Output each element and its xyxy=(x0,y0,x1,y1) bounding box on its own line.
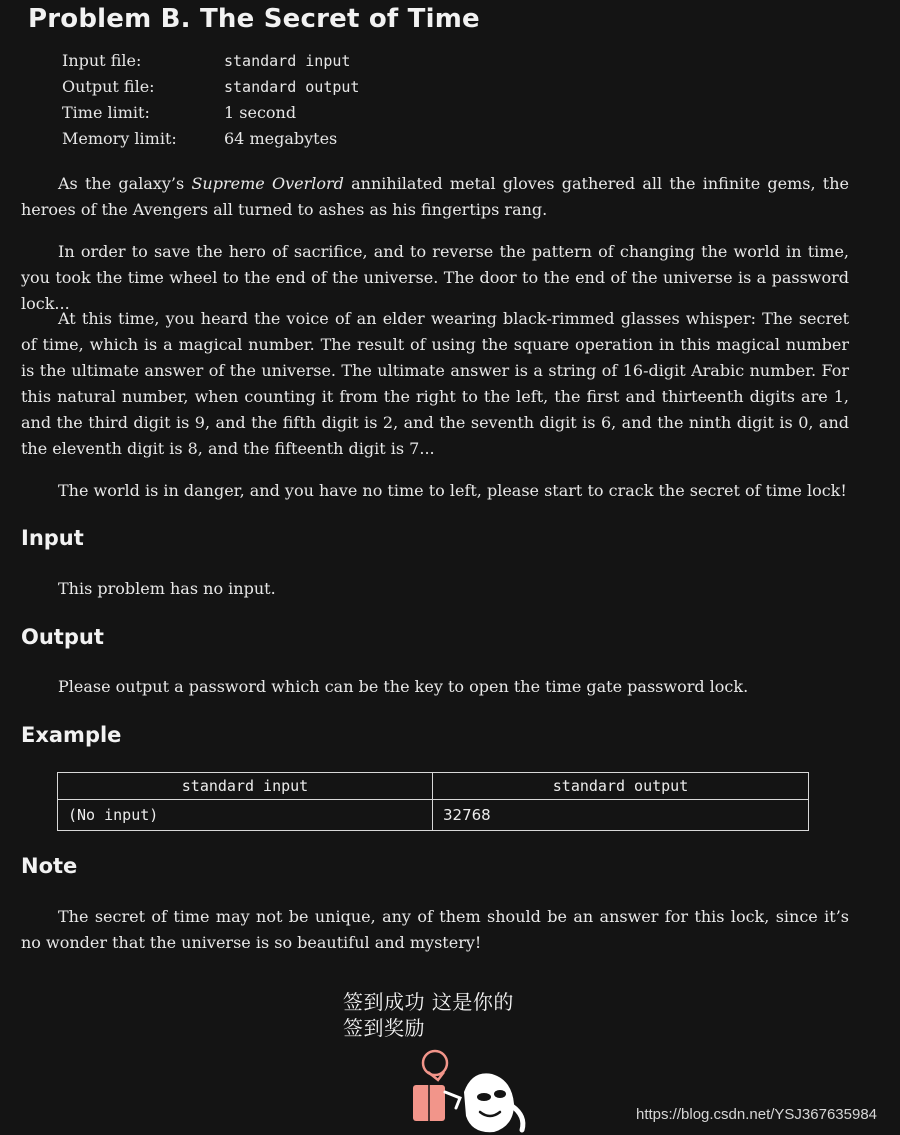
sticker-caption-line-2: 签到奖励 xyxy=(343,1016,425,1040)
limit-label: Output file: xyxy=(62,77,155,96)
limit-label: Input file: xyxy=(62,51,142,70)
limit-label: Memory limit: xyxy=(62,129,177,148)
statement-text: As the galaxy’s xyxy=(58,174,192,193)
limit-row-input-file xyxy=(62,48,582,74)
limit-value: 64 megabytes xyxy=(224,129,338,148)
statement-paragraph-4: The world is in danger, and you have no time to left, please start to crack the secret of time lock! xyxy=(58,481,847,500)
example-input-cell: (No input) xyxy=(58,800,433,831)
meme-sticker xyxy=(330,980,560,1135)
input-text: This problem has no input. xyxy=(58,579,276,598)
limits-block xyxy=(62,48,582,152)
input-heading: Input xyxy=(21,526,84,550)
limit-row-time-limit xyxy=(62,100,582,126)
output-text: Please output a password which can be the key to open the time gate password lock. xyxy=(58,677,749,696)
limit-row-memory-limit xyxy=(62,126,582,152)
statement-text: annihilated metal gloves gathered all the infinite gems, the heroes of the Avengers all turned to ashes as his fingertips rang. xyxy=(21,174,850,219)
note-text: The secret of time may not be unique, any of them should be an answer for this lock, since it’s no wonder that the universe is so beautiful and mystery! xyxy=(21,907,849,952)
table-row xyxy=(58,800,809,831)
statement-emphasis: Supreme Overlord xyxy=(191,174,344,193)
limit-row-output-file xyxy=(62,74,582,100)
meme-face-with-gift-icon xyxy=(408,1046,538,1135)
example-heading: Example xyxy=(21,723,122,747)
note-heading: Note xyxy=(21,854,78,878)
output-heading: Output xyxy=(21,625,104,649)
sticker-caption-line-1: 签到成功 这是你的 xyxy=(343,990,514,1014)
limit-value: 1 second xyxy=(224,103,297,122)
statement-paragraph-2: In order to save the hero of sacrifice, and to reverse the pattern of changing the world in time, you took the time wheel to the end of the universe. The door to the end of the universe is a password lock... xyxy=(21,242,849,313)
limit-label: Time limit: xyxy=(62,103,150,122)
column-header-input: standard input xyxy=(58,773,433,800)
source-watermark: https://blog.csdn.net/YSJ367635984 xyxy=(636,1106,878,1123)
statement-paragraph-1 xyxy=(21,171,849,223)
statement-paragraph-3: At this time, you heard the voice of an elder wearing black-rimmed glasses whisper: The secret of time, which is a magical number. The result of using the square operation in this magical number is the ultimate answer of the universe. The ultimate answer is a string of 16-digit Arabic number. For this natural number, when counting it from the right to the left, the first and thirteenth digits are 1, and the third digit is 9, and the fifth digit is 2, and the seventh digit is 6, and the ninth digit is 0, and the eleventh digit is 8, and the fifteenth digit is 7... xyxy=(21,309,849,458)
example-table xyxy=(57,772,809,831)
example-output-cell: 32768 xyxy=(433,800,809,831)
table-header-row xyxy=(58,773,809,800)
column-header-output: standard output xyxy=(433,773,809,800)
limit-value: standard input xyxy=(224,52,351,70)
limit-value: standard output xyxy=(224,78,360,96)
problem-title: Problem B. The Secret of Time xyxy=(28,4,480,34)
